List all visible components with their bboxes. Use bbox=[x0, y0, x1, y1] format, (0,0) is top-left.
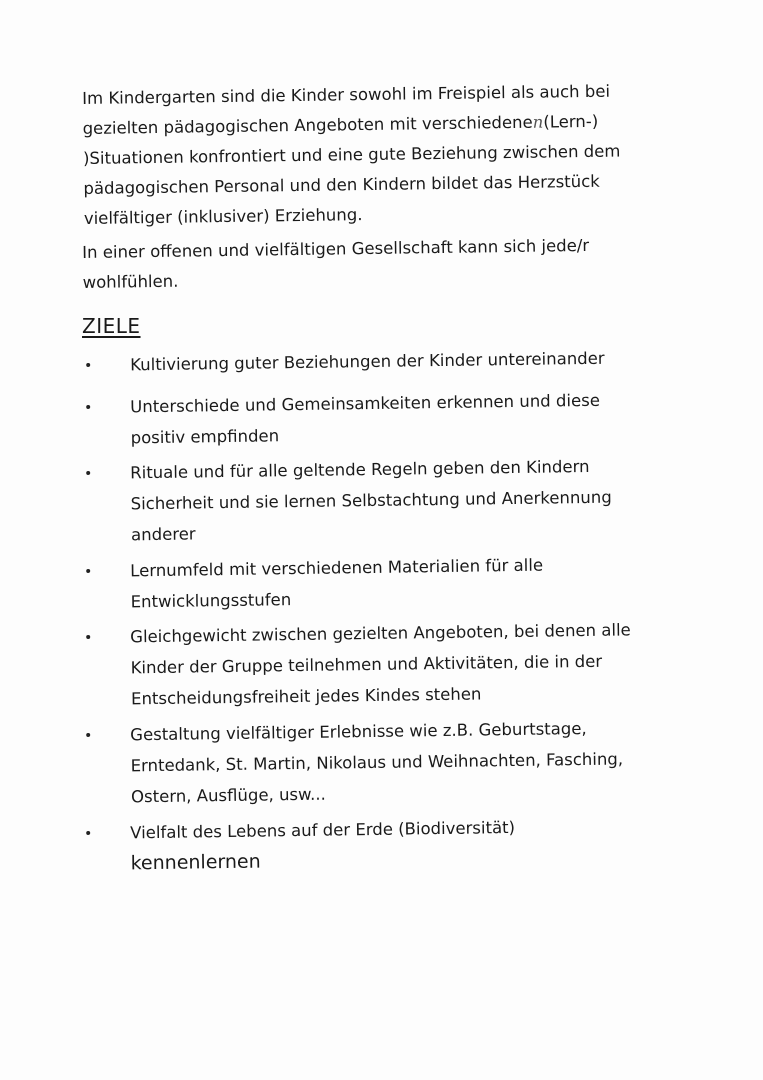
goal-text-line: Erntedank, St. Martin, Nikolaus und Weihnachten, Fasching, bbox=[130, 749, 624, 776]
bullet-dot-icon bbox=[86, 471, 90, 475]
bullet-dot-icon bbox=[86, 405, 90, 409]
goal-item bbox=[84, 342, 684, 375]
goal-text-line: Kinder der Gruppe teilnehmen und Aktivitäten, die in der bbox=[130, 651, 603, 678]
bullet-dot-icon bbox=[86, 831, 90, 835]
text-line: vielfältiger (inklusiver) Erziehung. bbox=[83, 205, 363, 228]
goal-text-line: Entwicklungsstufen bbox=[130, 590, 292, 612]
bullet-dot-icon bbox=[86, 635, 90, 639]
goal-text-line: Gestaltung vielfältiger Erlebnisse wie z.B. Geburtstage, bbox=[130, 718, 587, 745]
goal-text-line: Rituale und für alle geltende Regeln geben den Kindern bbox=[130, 456, 590, 483]
text-line: In einer offenen und vielfältigen Gesellschaft kann sich jede/r bbox=[82, 235, 590, 262]
goal-text-line: positiv empfinden bbox=[130, 426, 280, 448]
goal-text-line: Gleichgewicht zwischen gezielten Angeboten, bei denen alle bbox=[130, 620, 631, 647]
society-paragraph bbox=[82, 230, 673, 298]
goal-text bbox=[130, 810, 691, 880]
goal-text-line: Vielfalt des Lebens auf der Erde (Biodiversität) bbox=[130, 817, 516, 843]
text-line: Im Kindergarten sind die Kinder sowohl im Freispiel als auch bei bbox=[82, 81, 611, 108]
text-line: pädagogischen Personal und den Kindern bildet das Herzstück bbox=[83, 171, 600, 198]
goal-text-line: Ostern, Ausflüge, usw... bbox=[130, 784, 326, 807]
text-line: )Situationen konfrontiert und eine gute Beziehung zwischen dem bbox=[82, 141, 621, 168]
text-segment: gezielten pädagogischen Angeboten mit verschiedene bbox=[82, 112, 533, 138]
goals-heading: ZIELE bbox=[82, 314, 141, 338]
handwritten-correction: n bbox=[532, 112, 544, 132]
bullet-dot-icon bbox=[86, 363, 90, 367]
goal-item bbox=[84, 384, 684, 448]
goal-text-line: kennenlernen bbox=[130, 850, 261, 875]
goal-text bbox=[130, 342, 690, 381]
text-segment: (Lern-) bbox=[543, 111, 599, 132]
goal-text-line: Kultivierung guter Beziehungen der Kinder untereinander bbox=[130, 348, 605, 375]
goal-text-line: Lernumfeld mit verschiedenen Materialien für alle bbox=[130, 555, 544, 581]
goal-text-line: Sicherheit und sie lernen Selbstachtung und Anerkennung bbox=[130, 487, 612, 514]
goal-text-line: Unterschiede und Gemeinsamkeiten erkennen und diese bbox=[130, 390, 601, 417]
goal-text-line: Entscheidungsfreiheit jedes Kindes stehen bbox=[130, 684, 482, 709]
goal-text bbox=[130, 614, 691, 715]
goal-text bbox=[130, 548, 691, 618]
intro-paragraph bbox=[82, 76, 674, 234]
goal-text bbox=[130, 712, 691, 813]
goal-text bbox=[130, 450, 691, 551]
bullet-dot-icon bbox=[86, 569, 90, 573]
goal-text bbox=[130, 384, 691, 454]
bullet-dot-icon bbox=[86, 733, 90, 737]
text-line: wohlfühlen. bbox=[82, 271, 179, 292]
goal-text-line: anderer bbox=[130, 524, 196, 545]
